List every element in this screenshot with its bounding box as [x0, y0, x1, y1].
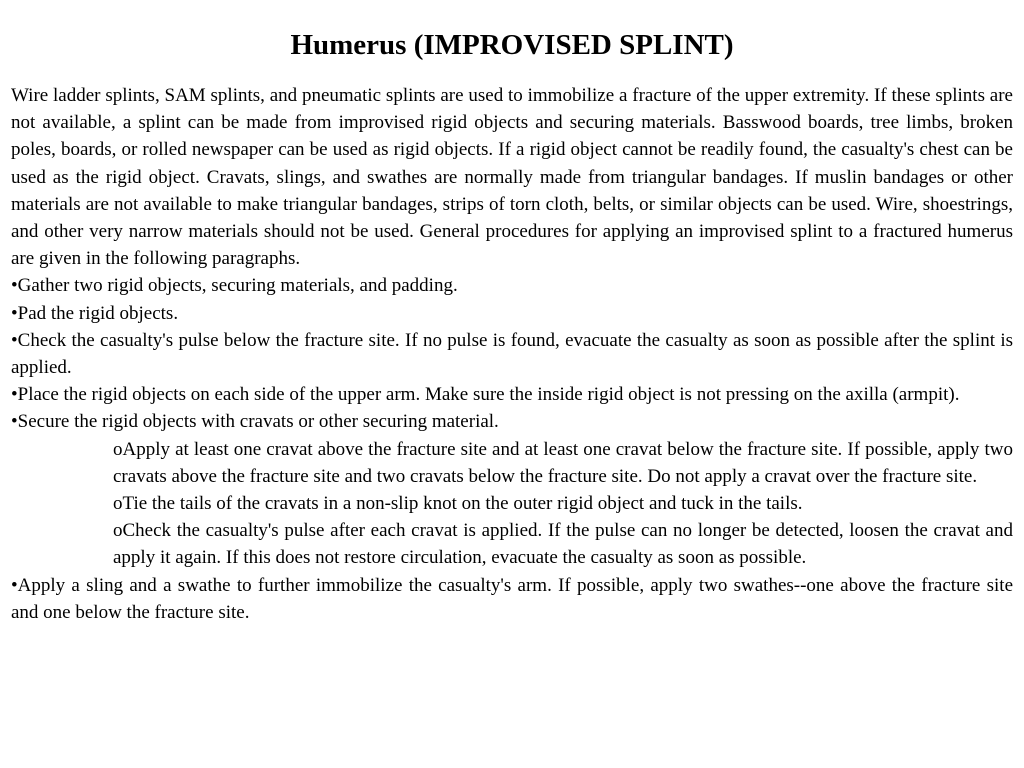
document-body	[11, 82, 1013, 626]
sub-bullet-recheck-pulse: oCheck the casualty's pulse after each cravat is applied. If the pulse can no longer be detected, loosen the cravat and apply it again. If this does not restore circulation, evacuate the casualty as soon as possible.	[113, 520, 1013, 569]
bullet-check-pulse: •Check the casualty's pulse below the fracture site. If no pulse is found, evacuate the casualty as soon as possible after the splint is applied.	[11, 329, 1013, 379]
page-title: Humerus (IMPROVISED SPLINT)	[290, 29, 734, 61]
intro-paragraph: Wire ladder splints, SAM splints, and pneumatic splints are used to immobilize a fracture of the upper extremity. If these splints are not available, a splint can be made from improvised rigid objects and securing materials. Basswood boards, tree limbs, broken poles, boards, or rolled newspaper can be used as rigid objects. If a rigid object cannot be readily found, the casualty's chest can be used as the rigid object. Cravats, slings, and swathes are normally made from triangular bandages. If muslin bandages or other materials are not available to make triangular bandages, strips of torn cloth, belts, or similar objects can be used. Wire, shoestrings, and other very narrow materials should not be used. General procedures for applying an improvised splint to a fractured humerus are given in the following paragraphs.	[11, 85, 1013, 270]
bullet-secure-objects: •Secure the rigid objects with cravats or other securing material.	[11, 411, 499, 433]
bullet-place-objects: •Place the rigid objects on each side of the upper arm. Make sure the inside rigid object is not pressing on the axilla (armpit).	[11, 384, 960, 406]
sub-bullet-tie-tails: oTie the tails of the cravats in a non-slip knot on the outer rigid object and tuck in the tails.	[113, 493, 803, 515]
bullet-gather-materials: •Gather two rigid objects, securing materials, and padding.	[11, 275, 458, 297]
sub-bullet-apply-cravats: oApply at least one cravat above the fracture site and at least one cravat below the fracture site. If possible, apply two cravats above the fracture site and two cravats below the fracture site. Do not apply a cravat over the fracture site.	[113, 438, 1013, 487]
bullet-apply-sling: •Apply a sling and a swathe to further immobilize the casualty's arm. If possible, apply two swathes--one above the fracture site and one below the fracture site.	[11, 574, 1013, 623]
bullet-pad-objects: •Pad the rigid objects.	[11, 302, 179, 324]
